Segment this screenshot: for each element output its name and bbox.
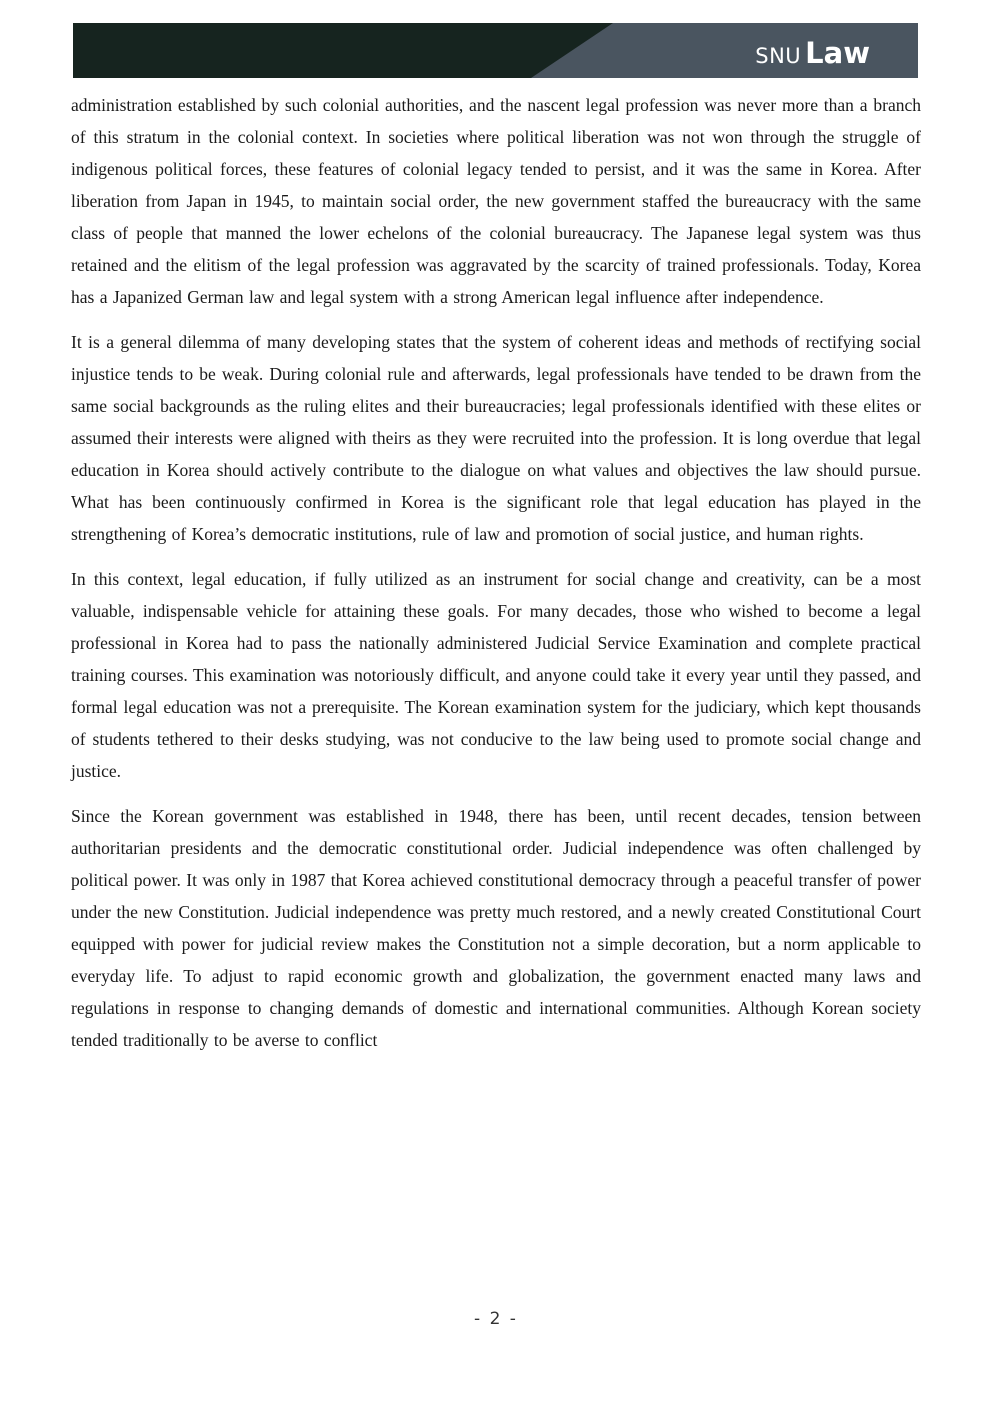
logo-main: Law [805,36,870,70]
header-banner [73,23,918,78]
paragraph-1: administration established by such colonial authorities, and the nascent legal profession was never more than a branch of this stratum in the colonial context. In societies where political liberation was not won through the struggle of indigenous political forces, these features of colonial legacy tended to persist, and it was the same in Korea. After liberation from Japan in 1945, to maintain social order, the new government staffed the bureaucracy with the same class of people that manned the lower echelons of the colonial bureaucracy. The Japanese legal system was thus retained and the elitism of the legal profession was aggravated by the scarcity of trained professionals. Today, Korea has a Japanized German law and legal system with a strong American legal influence after independence. [71,95,921,307]
paragraph-2: It is a general dilemma of many developing states that the system of coherent ideas and methods of rectifying social injustice tends to be weak. During colonial rule and afterwards, legal professionals have tended to be drawn from the same social backgrounds as the ruling elites and their bureaucracies; legal professionals identified with these elites or assumed their interests were aligned with theirs as they were recruited into the profession. It is long overdue that legal education in Korea should actively contribute to the dialogue on what values and objectives the law should pursue. What has been continuously confirmed in Korea is the significant role that legal education has played in the strengthening of Korea’s democratic institutions, rule of law and promotion of social justice, and human rights. [71,332,921,544]
paragraph-4: Since the Korean government was established in 1948, there has been, until recent decades, tension between authoritarian presidents and the democratic constitutional order. Judicial independence was often challenged by political power. It was only in 1987 that Korea achieved constitutional democracy through a peaceful transfer of power under the new Constitution. Judicial independence was pretty much restored, and a newly created Constitutional Court equipped with power for judicial review makes the Constitution not a simple decoration, but a norm applicable to everyday life. To adjust to rapid economic growth and globalization, the government enacted many laws and regulations in response to changing demands of domestic and international communities. Although Korean society tended traditionally to be averse to conflict [71,806,921,1050]
document-body [71,89,921,1069]
snu-law-logo [755,36,870,70]
page-number: - 2 - [474,1309,518,1329]
logo-prefix: SNU [755,44,802,68]
paragraph-3: In this context, legal education, if fully utilized as an instrument for social change and creativity, can be a most valuable, indispensable vehicle for attaining these goals. For many decades, those who wished to become a legal professional in Korea had to pass the nationally administered Judicial Service Examination and complete practical training courses. This examination was notoriously difficult, and anyone could take it every year until they passed, and formal legal education was not a prerequisite. The Korean examination system for the judiciary, which kept thousands of students tethered to their desks studying, was not conducive to the law being used to promote social change and justice. [71,569,921,781]
